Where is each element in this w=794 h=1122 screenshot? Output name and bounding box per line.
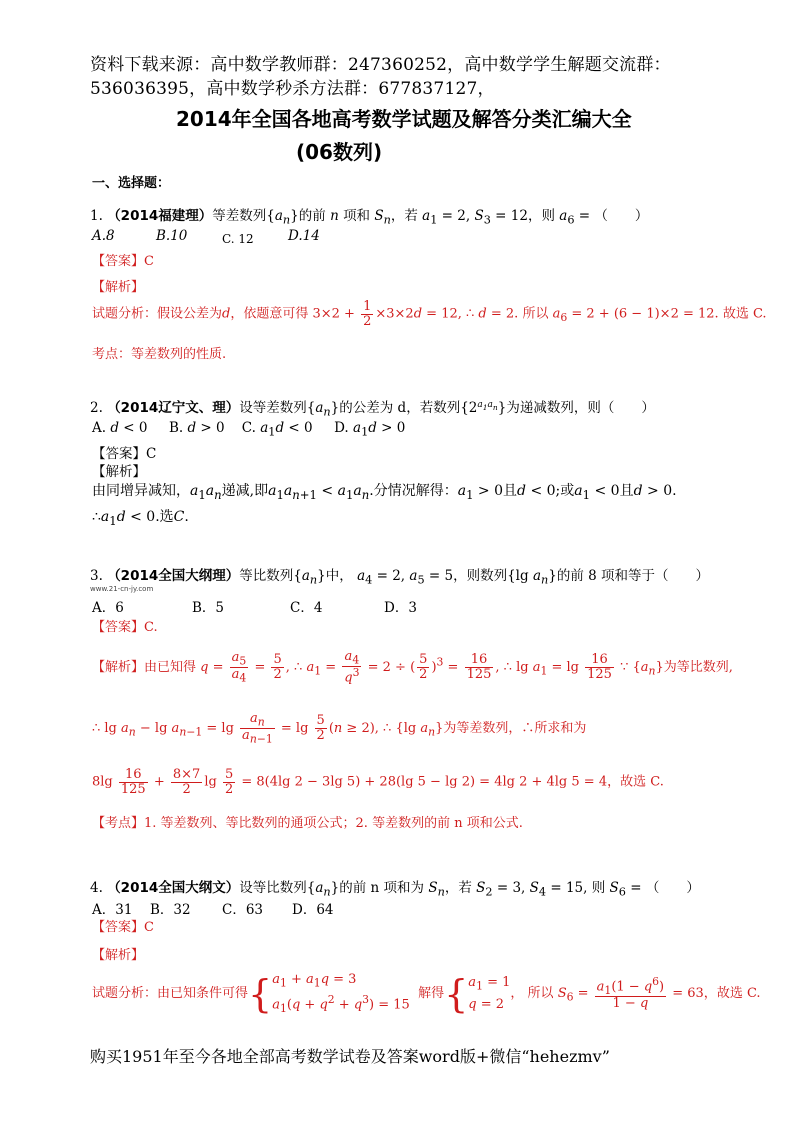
question-3-option-b: B．5 bbox=[192, 600, 225, 616]
question-4-option-c: C．63 bbox=[222, 902, 264, 918]
question-4-option-d: D．64 bbox=[292, 902, 334, 918]
question-2-analysis-label: 【解析】 bbox=[92, 464, 146, 480]
question-1-stem: 1. （2014福建理）等差数列$\{a_n\}$的前 n 项和 $S_n$，若 $a_1 = 2$, $S_3 = 12$，则 $a_6$ = （ ） bbox=[90, 208, 649, 227]
question-3-option-c: C．4 bbox=[290, 600, 323, 616]
question-3-knowledge-point: 【考点】1. 等差数列、等比数列的通项公式；2. 等差数列的前 n 项和公式. bbox=[92, 816, 523, 831]
question-3-option-a: A．6 bbox=[92, 600, 124, 616]
section-heading: 一、选择题： bbox=[92, 176, 171, 191]
question-1-analysis-label: 【解析】 bbox=[92, 280, 145, 295]
question-3-analysis-line-1: 【解析】由已知得 q = $\frac{a_5}{a_4}$ = $\frac{5}{2}$ , ∴ $a_1$ = $\frac{a_4}{q^3}$ = 2 ÷ ( $\frac{5}{2}$ )$^3$ = $\frac{16}{125}$ , ∴ $\lg a_1 = \lg$ $\frac{16}{125}$ ∵ $\{a_n\}$为等比数列, bbox=[92, 649, 733, 686]
question-3-stem: 3. （2014全国大纲理）等比数列$\{a_n\}$中， $a_4 = 2$, $a_5 = 5$，则数列{lg $a_n$}的前 8 项和等于（ ） bbox=[90, 568, 710, 587]
question-2-stem: 2. （2014辽宁文、理）设等差数列$\{a_n\}$的公差为 d，若数列$\{2^{a_1a_n}\}$为递减数列，则（ ） bbox=[90, 399, 655, 419]
question-3-analysis-line-3: 8lg $\frac{16}{125}$ + $\frac{8\times 7}{2}$ lg $\frac{5}{2}$ = 8(4lg 2 − 3lg 5) + 28(lg 5 − lg 2) = 4lg 2 + 4lg 5 = 4，故选 C. bbox=[92, 767, 664, 797]
question-1-option-d: D.14 bbox=[288, 228, 320, 244]
question-1-option-b: B.10 bbox=[156, 228, 188, 244]
page-title: 2014年全国各地高考数学试题及解答分类汇编大全 bbox=[176, 107, 632, 131]
question-2-options: A. d < 0 B. d > 0 C. $a_1d < 0$ D. $a_1d > 0$ bbox=[92, 420, 406, 439]
page-subtitle: (06数列) bbox=[296, 140, 383, 164]
question-1-answer: 【答案】C bbox=[92, 254, 154, 269]
question-4-analysis-label: 【解析】 bbox=[92, 948, 145, 963]
question-1-option-a: A.8 bbox=[92, 228, 115, 244]
footer-note: 购买1951年至今各地全部高考数学试卷及答案word版+微信“hehezmv” bbox=[90, 1047, 610, 1066]
header-line-1: 资料下载来源：高中数学教师群：247360252，高中数学学生解题交流群： bbox=[90, 55, 671, 75]
watermark-text: www.21-cn-jy.com bbox=[90, 585, 154, 593]
question-3-option-d: D．3 bbox=[384, 600, 417, 616]
question-3-answer: 【答案】C. bbox=[92, 620, 158, 635]
question-2-analysis-line-2: $\therefore a_1d < 0$.选C. bbox=[92, 509, 189, 528]
question-2-answer: 【答案】C bbox=[92, 446, 157, 462]
question-4-analysis: 试题分析：由已知条件可得{ $a_1 + a_1q = 3$ $a_1(q + q^2 + q^3) = 15$ 解得{ $a_1 = 1$ q = 2 ， 所以 $S_6$ = $\frac{a_1(1 - q^6)}{1 - q}$ = 63，故选 C. bbox=[92, 971, 761, 1016]
question-4-option-a: A．31 bbox=[92, 902, 133, 918]
question-1-knowledge-point: 考点：等差数列的性质. bbox=[92, 347, 227, 362]
question-4-answer: 【答案】C bbox=[92, 920, 154, 935]
question-1-analysis: 试题分析：假设公差为d，依题意可得 3×2 + $\frac{1}{2}$ ×3×2d = 12, ∴ d = 2. 所以 $a_6 = 2 + (6 - 1)\times 2 = 12$. 故选 C. bbox=[92, 299, 767, 329]
question-1-option-c: C. 12 bbox=[222, 232, 254, 246]
header-line-2: 536036395，高中数学秒杀方法群：677837127， bbox=[90, 79, 495, 99]
question-4-stem: 4. （2014全国大纲文）设等比数列$\{a_n\}$的前 n 项和为 $S_n$，若 $S_2 = 3$, $S_4 = 15$, 则 $S_6$ = （ ） bbox=[90, 880, 700, 899]
question-2-analysis-line-1: 由同增异减知，$a_1a_n$递减,即$a_1a_{n+1} < a_1a_n$.分情况解得：$a_1 > 0$且d < 0;或$a_1 < 0$且d > 0. bbox=[92, 483, 677, 502]
question-3-analysis-line-2: ∴ $\lg a_n - \lg a_{n-1} = \lg$ $\frac{a_n}{a_{n-1}}$ = lg $\frac{5}{2}$ (n ≥ 2), ∴ {lg $a_n$}为等差数列，∴所求和为 bbox=[92, 711, 587, 746]
question-4-option-b: B．32 bbox=[150, 902, 191, 918]
